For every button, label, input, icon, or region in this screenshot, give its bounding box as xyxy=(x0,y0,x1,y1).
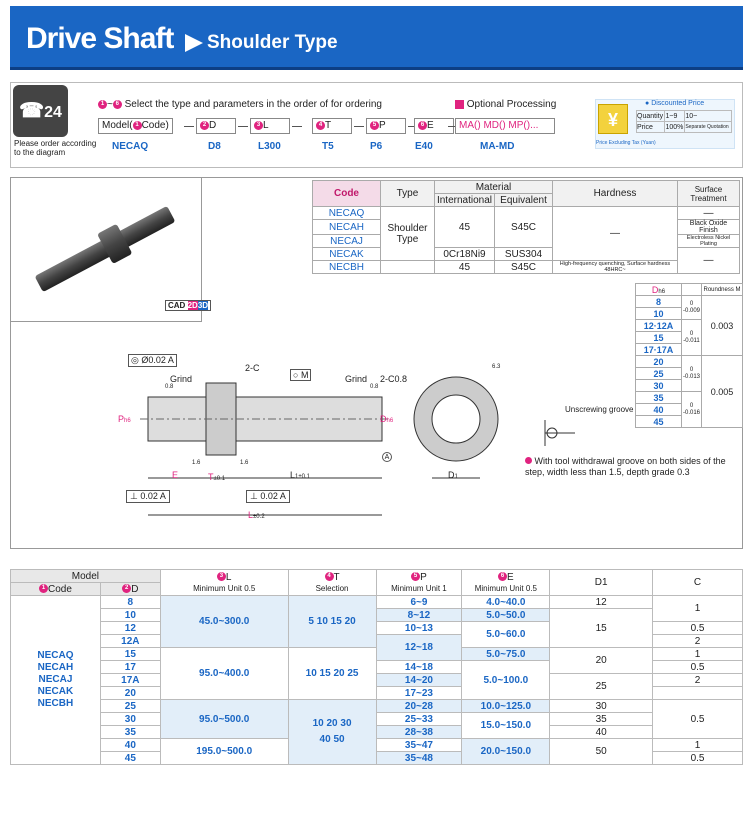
tolerance-table: Dh6 Roundness M 8 0 -0.009 0.003 10 12·12A 0 -0.011 15 17·17A 20 0 -0.013 0.005 25 30 35 0 -0.016 40 45 xyxy=(635,283,743,428)
cad-badge: CAD 2D3D xyxy=(165,300,211,311)
optional-processing: Optional Processing xyxy=(455,99,556,110)
yen-icon: ¥ xyxy=(598,104,628,134)
field-p: 5 P xyxy=(366,118,406,134)
field-model: Model( 1 Code) xyxy=(98,118,173,134)
roughness-1: 0.8 xyxy=(165,384,174,390)
field-l: 3 L xyxy=(250,118,290,134)
page-subtitle: Shoulder Type xyxy=(207,32,338,53)
perpendicularity-2: ⊥ 0.02 A xyxy=(246,490,290,503)
perpendicularity-1: ⊥ 0.02 A xyxy=(126,490,170,503)
grind-label-2: Grind xyxy=(345,374,368,384)
value-options: MA-MD xyxy=(480,141,515,152)
d1-dimension: D1 xyxy=(448,470,458,480)
select-text: Select the type and parameters in the order of for ordering xyxy=(124,99,382,110)
value-p: P6 xyxy=(370,141,383,152)
dim-1-6-a: 1.6 xyxy=(192,460,201,466)
t-dimension: T±0.1 xyxy=(208,472,226,482)
datum-a: A xyxy=(382,452,392,462)
grind-label-1: Grind xyxy=(170,374,193,384)
price-title: ● Discounted Price xyxy=(645,100,705,107)
field-t: 4 T xyxy=(312,118,352,134)
value-model: NECAQ xyxy=(112,141,149,152)
groove-title: Unscrewing groove xyxy=(565,405,634,414)
l-dimension: L±0.2 xyxy=(248,510,265,520)
select-instruction: 1 ~ 6 Select the type and parameters in the order of for ordering xyxy=(98,99,382,110)
value-d: D8 xyxy=(208,141,221,152)
roughness-3: 6.3 xyxy=(492,364,501,370)
dimension-table: Model 3 L Minimum Unit 0.5 4 T Selection 5 P Minimum Unit 1 6 E Minimum Unit 0.5 D1 C 1 Code 2 D NECAQ NECAH NECAJ NECAK NECBH 8 45.0~300.0 5 10 15 20 6~9 4.0~40.0 12 1 10 8~12 5.0~50.0 15 12 10~13 5.0~60.0 0.5 12A 12~18 2 15 95.0~400.0 10 15 20 25 5.0~75.0 20 1 17 14~18 5.0~100.0 0.5 17A 14~20 25 2 20 17~23 25 95.0~500.0 10 20 30 40 50 20~28 10.0~125.0 30 0.5 30 25~33 15.0~150.0 35 35 28~38 40 40 195.0~500.0 35~47 20.0~150.0 50 1 45 35~48 0.5 xyxy=(10,569,743,765)
l1-dimension: L1±0.1 xyxy=(290,470,310,480)
step-6-icon: 6 xyxy=(113,100,122,109)
order-note: Please order according to the diagram xyxy=(14,139,97,157)
step-1-icon: 1 xyxy=(98,100,107,109)
field-d: 2 D xyxy=(196,118,236,134)
price-table: Quantity 1~9 10~ Price 100% Separate Quotation xyxy=(636,110,732,133)
p-dimension: Ph6 xyxy=(118,414,131,424)
field-options: MA() MD() MP()... xyxy=(455,118,555,134)
chamfer-2c08: 2-C0.8 xyxy=(380,374,408,384)
spec-table: Code Type Material Hardness Surface Treatment International Equivalent NECAQ Shoulder Type 45 S45C — — NECAH Black Oxide Finish NECAJ Electroless Nickel Plating NECAK 0Cr18Ni9 SUS304 — NECBH 45 S45C High-frequency quenching, Surface hardness 48HRC~ xyxy=(312,180,740,274)
chamfer-2c: 2-C xyxy=(245,363,260,373)
e-dimension: E xyxy=(172,470,179,480)
page-title: Drive Shaft xyxy=(26,22,174,55)
phone-24-icon: ☎24 xyxy=(13,85,68,137)
optional-square-icon xyxy=(455,100,464,109)
groove-note: With tool withdrawal groove on both sides of the step, width less than 1.5, depth grade 0.3 xyxy=(525,456,726,477)
value-t: T5 xyxy=(322,141,334,152)
d-dimension: Dh6 xyxy=(380,414,394,424)
page-header xyxy=(10,6,743,70)
dim-1-6-b: 1.6 xyxy=(240,460,249,466)
concentricity-frame: ◎ Ø0.02 A xyxy=(128,354,177,367)
field-e: 6 E xyxy=(414,118,454,134)
price-note: Price Excluding Tax (Yuan) xyxy=(596,140,656,146)
value-l: L300 xyxy=(258,141,281,152)
roughness-2: 0.8 xyxy=(370,384,379,390)
arrow-right-icon xyxy=(185,34,203,52)
groove-detail-icon xyxy=(540,418,580,448)
value-e: E40 xyxy=(415,141,433,152)
roundness-frame: ○ M xyxy=(290,369,311,381)
